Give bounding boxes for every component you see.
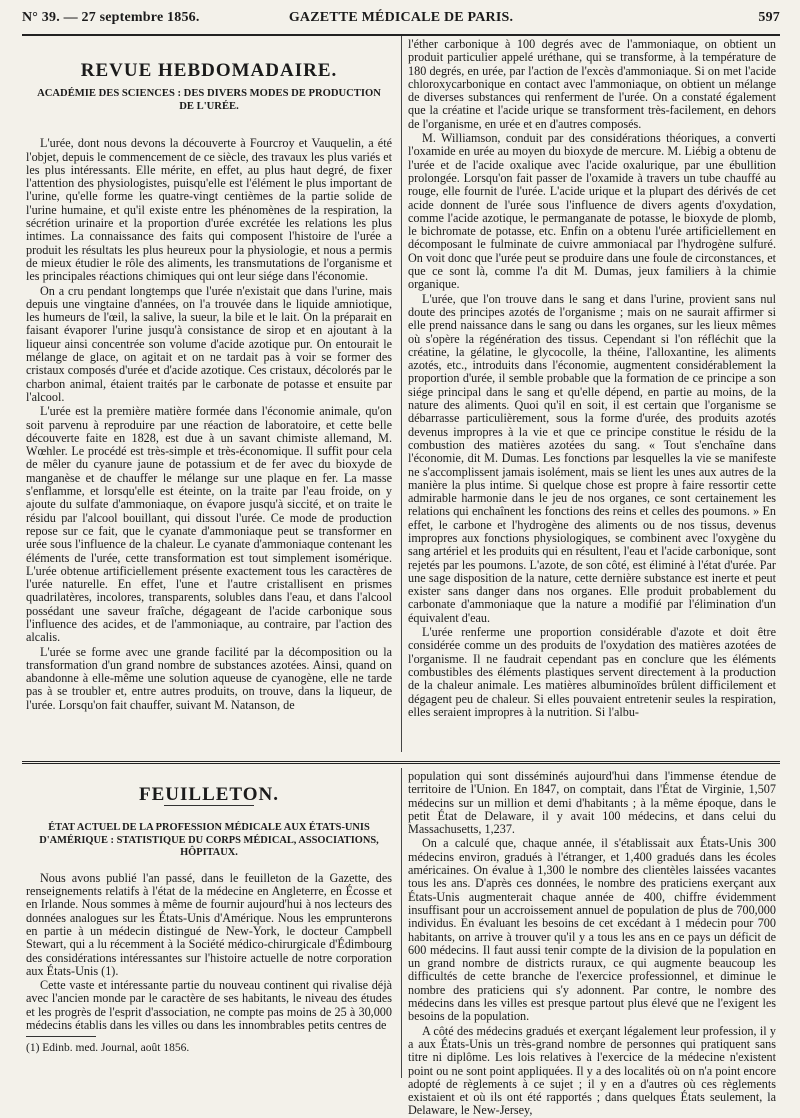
paragraph: Cette vaste et intéressante partie du nouveau continent qui rivalise déjà avec l'ancien monde par le caractère de ses habitants, le niveau des études et les progrès de l'esprit d'association, ne compte pas moins de 25 à 30,000 médecins établis dans les villes ou dans les innombrables petits centres de — [26, 978, 392, 1033]
page-number: 597 — [758, 10, 780, 25]
paragraph: L'urée, dont nous devons la découverte à Fourcroy et Vauquelin, a été l'objet, depuis le commencement de ce siècle, des travaux les plus variés et les plus intéressants. Elle mérite, en effet, au plus haut degré, de fixer l'attention des physiologistes, puisqu'elle est l'élément le plus important de l'urine, qu'elle forme les quatre-vingt centièmes de la partie solide de l'urine humaine, et qu'il existe entre les phénomènes de la respiration, la sécrétion urinaire et la proportion d'urée excrétée les relations les plus intimes. La connaissance des faits qui composent l'histoire de l'urée a produit les résultats les plus heureux pour la physiologie, et nous a permis de mieux étudier le rôle des aliments, les transmutations de l'organisme et les principales réactions chimiques qui ont leur siége dans l'économie. — [26, 136, 392, 284]
page-header — [22, 10, 780, 30]
footnote: (1) Edinb. med. Journal, août 1856. — [26, 1042, 190, 1055]
feuilleton-separator — [22, 761, 780, 764]
journal-title: GAZETTE MÉDICALE DE PARIS. — [288, 10, 514, 25]
title-rule — [164, 805, 254, 806]
feuilleton-subtitle: ÉTAT ACTUEL DE LA PROFESSION MÉDICALE AUX ÉTATS-UNIS D'AMÉRIQUE : STATISTIQUE DU CORPS MÉDICAL, ASSOCIATIONS, HÔPITAUX. — [39, 822, 379, 859]
column-left-top — [26, 36, 392, 754]
paragraph: L'urée est la première matière formée dans l'économie animale, qu'on soit parvenu à reproduire par une réaction de laboratoire, et cette belle découverte faite en 1828, est due à un savant chimiste allemand, M. Wœhler. Le procédé est très-simple et très-économique. Il suffit pour cela de mêler du cyanure jaune de potassium et de fer avec du bioxyde de manganèse et de chauffer le mélange sur une plaque en fer. La masse s'enflamme, et lorsqu'elle est éteinte, on la traite par l'eau froide, on y ajoute du sulfate d'ammoniaque, on évapore jusqu'à siccité, et on traite le résidu par l'alcool bouillant, qui dissout l'urée. Ce mode de production repose sur ce fait, que le cyanate d'ammoniaque peut se transformer en urée sous l'influence de la chaleur. Le cyanate d'ammoniaque contenant les éléments de l'urée, cette transformation est tout simplement isomérique. L'urée obtenue artificiellement présente exactement tous les caractères de l'urée naturelle. En effet, l'une et l'autre cristallisent en prismes quadrilatères, incolores, transparents, solubles dans l'eau, et dans l'alcool possédant une saveur fraîche, dégageant de l'acide carbonique sous l'influence des acides, et de l'ammoniaque, au contraire, par l'action des alcalis. — [26, 404, 392, 645]
issue-date: N° 39. — 27 septembre 1856. — [22, 10, 200, 25]
column-divider-top — [401, 36, 402, 752]
paragraph: On a calculé que, chaque année, il s'établissait aux États-Unis 300 médecins environ, gradués à l'étranger, et 1,400 gradués dans les écoles américaines. On évalue à 1,300 le nombre des clientèles laissées vacantes tous les ans. D'après ces données, le nombre des praticiens exerçant aux États-Unis augmenterait chaque année de 400, chiffre évidemment insuffisant pour un accroissement annuel de population de plus de 700,000 individus. En évaluant les besoins de cet excédant à 1 médecin pour 700 habitants, on arrive à trouver qu'il y a tous les ans en ce pays un déficit de 600 médecins. Il faut aussi tenir compte de la division de la population en un grand nombre de districts ruraux, ce qui augmente beaucoup les difficultés de cette branche de l'exercice professionnel, et diminue le nombre des praticiens qui s'y adonnent. Par contre, le nombre des médecins dans les villes est presque partout plus élevé que ne l'exigent les besoins de la population. — [408, 836, 776, 1024]
column-left-bottom — [26, 770, 392, 1078]
column-divider-bottom — [401, 768, 402, 1078]
paragraph: A côté des médecins gradués et exerçant légalement leur profession, il y a aux États-Unis un très-grand nombre de personnes qui pratiquent sans titre ni diplôme. Les lois relatives à l'exercice de la médecine n'existent point ou ne sont point appliquées. Il y a des localités où on n'a point encore adopté de règlements à ce sujet ; il y en a d'autres où ces règlements existaient et où ils ont été rapportés ; dans quelques États seulement, la Delaware, le New-Jersey, — [408, 1023, 776, 1118]
paragraph: l'éther carbonique à 100 degrés avec de l'ammoniaque, on obtient un produit particulier appelé uréthane, qui se transforme, à la température de 180 degrés, en urée, par l'action de l'excès d'ammoniaque. Si on met l'acide chloroxycarbonique en contact avec l'ammoniaque, on obtient un mélange de diverses substances qui renferment de l'urée. On a constaté également que la créatine et l'acide urique se transforment très-facilement, en dehors de l'organisme, en urée et en d'autres composés. — [408, 37, 776, 131]
column-right-top — [408, 38, 776, 754]
footnote-rule — [26, 1036, 96, 1037]
paragraph: L'urée, que l'on trouve dans le sang et dans l'urine, provient sans nul doute des principes azotés de l'organisme ; mais on ne saurait affirmer si elle prend naissance dans le sang ou dans les organes, sur les lieux mêmes où s'opère la régénération des tissus. Cependant si l'on réfléchit que la créatine, la gélatine, le glycocolle, la théine, l'alloxantine, les aliments azotés, etc., introduits dans l'économie, augmentent considérablement la proportion d'urée, il semble probable que la formation de ce principe a son siége principal dans le sang et qu'elle dépend, en partie au moins, de la nature des aliments. Quoi qu'il en soit, il est certain que l'organisme se débarrasse particulièrement, sous la forme d'urée, des produits azotés devenus impropres à la vie et que ce principe constitue le résidu de la combustion des matières azotées du sang. « Tout s'enchaîne dans l'économie, dit M. Dumas. Les fonctions par lesquelles la vie se manifeste ne s'accomplissent jamais isolément, mais se lient les unes aux autres de la manière la plus intime. Si quelque chose est propre à faire ressortir cette admirable harmonie dans le jeu de nos organes, ce sont certainement les relations qui enchaînent les fonctions des reins et celles des poumons. » En effet, le carbone et l'hydrogène des aliments ou de nos tissus, devenus impropres aux fonctions physiologiques, se combinent avec l'oxygène du sang artériel et les produits qui en résultent, l'eau et l'acide carbonique, sont rejetés par les poumons. L'azote, de son côté, est éliminé à l'état d'urée. Par une sage disposition de la nature, cette dernière substance est inerte et peut exister sans danger dans nos organes. Elle produit probablement du carbonate d'ammoniaque que la nature a modifié par l'élimination d'un équivalent d'eau. — [408, 291, 776, 625]
paragraph: On a cru pendant longtemps que l'urée n'existait que dans l'urine, mais depuis une vingtaine d'années, on l'a trouvée dans le liquide amniotique, les humeurs de l'œil, la salive, la sueur, la bile et le lait. On la préparait en faisant évaporer l'urine jusqu'à consistance de sirop et en ajoutant à la liqueur ainsi concentrée son volume d'acide azotique pur. On entourait le mélange de glace, on agitait et on ne tardait pas à voir se former des cristaux composés d'urée et d'acide azotique. Ces cristaux, décolorés par le charbon animal, étaient traités par le carbonate de potasse et ensuite par l'alcool. — [26, 283, 392, 404]
section-subtitle: ACADÉMIE DES SCIENCES : DES DIVERS MODES DE PRODUCTION DE L'URÉE. — [37, 88, 381, 113]
feuilleton-title: FEUILLETON. — [139, 784, 279, 805]
section-title: REVUE HEBDOMADAIRE. — [80, 60, 338, 81]
paragraph: L'urée se forme avec une grande facilité par la décomposition ou la transformation d'un grand nombre de substances azotées. Ainsi, quand on abandonne à elle-même une solution aqueuse de cyanogène, elle ne tarde pas à se troubler et, entre autres produits, on trouve, dans la liqueur, de l'urée. Lorsqu'on fait chauffer, suivant M. Natanson, de — [26, 644, 392, 712]
paragraph: M. Williamson, conduit par des considérations théoriques, a converti l'oxamide en urée au moyen du bioxyde de mercure. M. Liébig a obtenu de l'urée et de l'acide oxalique avec l'acide oxalurique, par une ébullition prolongée. Lorsqu'on fait passer de l'oxamide à travers un tube chauffé au rouge, elle fournit de l'urée. L'acide urique et la plupart des dérivés de cet acide donnent de l'urée sous l'influence de divers agents d'oxydation, comme l'acide azotique, le permanganate de potasse, le bioxyde de plomb, le bichromate de potasse, etc. Enfin on a obtenu l'urée artificiellement en décomposant le fulminate de cuivre ammoniacal par l'hydrogène sulfuré. On voit donc que l'urée peut se produire dans une foule de circonstances, et que ce sont là, comme l'a dit M. Dumas, jeux familiers à la chimie organique. — [408, 131, 776, 292]
paragraph: Nous avons publié l'an passé, dans le feuilleton de la Gazette, des renseignements relatifs à l'état de la médecine en Angleterre, en Écosse et en Irlande. Nous sommes à même de fournir aujourd'hui à nos lecteurs des données analogues sur les États-Unis d'Amérique. Nous les emprunterons en partie à un médecin distingué de New-York, le docteur Campbell Stewart, qui a lu récemment à la Société médico-chirurgicale d'Édimbourg des considérations intéressantes sur l'histoire actuelle de notre corporation aux États-Unis (1). — [26, 870, 392, 978]
column-right-bottom — [408, 769, 776, 1118]
paragraph: L'urée renferme une proportion considérable d'azote et doit être considérée comme un des produits de l'oxydation des matières azotées de l'organisme. Il ne faudrait cependant pas en conclure que les éléments combustibles des éléments plastiques servent directement à la production de la chaleur animale. Les matières albuminoïdes brûlent difficilement et dégagent peu de chaleur. Si elles pouvaient entretenir seules la respiration, elles seraient impropres à la nutrition. Si l'albu- — [408, 625, 776, 719]
paragraph: population qui sont disséminés aujourd'hui dans l'immense étendue de territoire de l'Union. En 1847, on comptait, dans l'État de Virginie, 1,507 médecins sur un million et demi d'habitants ; à la même époque, dans le petit État de Delaware, il y avait 100 médecins, et dans celui du Massachusetts, 1,237. — [408, 769, 776, 837]
